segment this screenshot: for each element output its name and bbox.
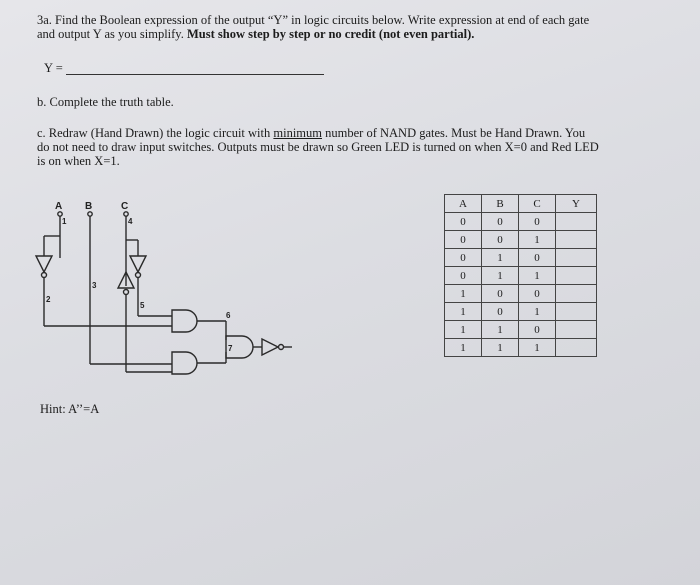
truth-table [444, 194, 597, 357]
cell-b: 0 [482, 285, 519, 303]
table-row [445, 213, 597, 231]
cell-a: 1 [445, 321, 482, 339]
cell-a: 1 [445, 303, 482, 321]
header-c: C [519, 195, 556, 213]
cell-b: 0 [482, 213, 519, 231]
and-gate-lower [172, 352, 197, 374]
node-label-5: 5 [140, 301, 145, 310]
cell-y[interactable] [556, 339, 597, 357]
cell-a: 0 [445, 231, 482, 249]
node-label-4: 4 [128, 217, 133, 226]
cell-a: 1 [445, 285, 482, 303]
question-3c-line1-a: c. Redraw (Hand Drawn) the logic circuit with [37, 126, 274, 140]
question-3c-line3: is on when X=1. [37, 154, 120, 168]
input-b-terminal [88, 212, 92, 216]
cell-b: 0 [482, 231, 519, 249]
inverter-output-gate [262, 339, 278, 355]
y-answer-label: Y = [44, 61, 63, 75]
question-3a-line1: 3a. Find the Boolean expression of the output “Y” in logic circuits below. Write expression at end of each gate [37, 13, 590, 27]
node-label-2: 2 [46, 295, 51, 304]
cell-c: 0 [519, 249, 556, 267]
cell-y[interactable] [556, 213, 597, 231]
question-3b: b. Complete the truth table. [37, 95, 174, 109]
and-gate-upper [172, 310, 197, 332]
truth-table-header [445, 195, 597, 213]
cell-y[interactable] [556, 267, 597, 285]
cell-y[interactable] [556, 249, 597, 267]
cell-c: 1 [519, 339, 556, 357]
question-3c-line1 [37, 126, 585, 140]
cell-y[interactable] [556, 285, 597, 303]
y-answer-blank[interactable] [66, 74, 324, 75]
header-a: A [445, 195, 482, 213]
table-row [445, 321, 597, 339]
cell-b: 1 [482, 267, 519, 285]
table-row [445, 249, 597, 267]
node-label-1: 1 [62, 217, 67, 226]
table-row [445, 339, 597, 357]
node-label-6: 6 [226, 311, 231, 320]
question-3c-line2: do not need to draw input switches. Outputs must be drawn so Green LED is turned on when X=0 and Red LED [37, 140, 599, 154]
inverter-c-gate [130, 256, 146, 272]
input-b-label: B [85, 201, 93, 212]
table-row [445, 267, 597, 285]
inverter-a-gate [36, 256, 52, 272]
cell-a: 1 [445, 339, 482, 357]
table-row [445, 285, 597, 303]
input-a-terminal [58, 212, 62, 216]
cell-a: 0 [445, 267, 482, 285]
cell-c: 0 [519, 285, 556, 303]
question-3a-warning: Must show step by step or no credit (not even partial). [187, 27, 475, 41]
cell-c: 0 [519, 321, 556, 339]
cell-a: 0 [445, 249, 482, 267]
cell-y[interactable] [556, 303, 597, 321]
table-row [445, 303, 597, 321]
cell-c: 1 [519, 303, 556, 321]
cell-c: 1 [519, 231, 556, 249]
hint-text: Hint: A’’=A [40, 402, 100, 416]
question-3a-line2 [37, 27, 474, 41]
node-label-7: 7 [228, 344, 233, 353]
cell-a: 0 [445, 213, 482, 231]
input-c-terminal [124, 212, 128, 216]
cell-b: 1 [482, 249, 519, 267]
node-label-3: 3 [92, 281, 97, 290]
cell-b: 0 [482, 303, 519, 321]
input-a-label: A [55, 201, 63, 212]
logic-circuit-diagram [30, 196, 300, 376]
table-row [445, 231, 597, 249]
cell-b: 1 [482, 339, 519, 357]
cell-c: 0 [519, 213, 556, 231]
cell-c: 1 [519, 267, 556, 285]
cell-y[interactable] [556, 231, 597, 249]
question-3c-line1-b: number of NAND gates. Must be Hand Drawn. You [322, 126, 586, 140]
input-c-label: C [121, 201, 129, 212]
question-3c-minimum: minimum [273, 126, 323, 140]
header-y: Y [556, 195, 597, 213]
header-b: B [482, 195, 519, 213]
cell-y[interactable] [556, 321, 597, 339]
cell-b: 1 [482, 321, 519, 339]
question-3a-line2-text: and output Y as you simplify. [37, 27, 187, 41]
